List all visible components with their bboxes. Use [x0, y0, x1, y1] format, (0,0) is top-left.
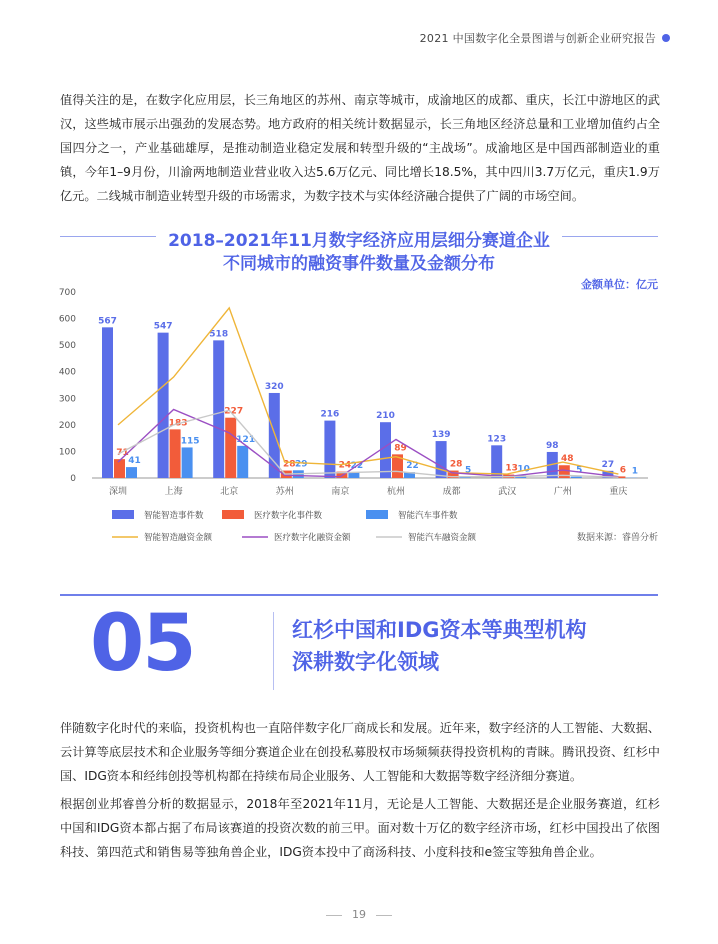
x-tick-label: 北京 [220, 487, 239, 497]
bar-line-chart [0, 280, 718, 550]
bar-value-label: 518 [209, 329, 229, 340]
bar-value-label: 121 [236, 434, 256, 445]
bar-value-label: 5 [464, 465, 472, 476]
y-tick-label: 0 [70, 474, 76, 484]
paragraph-investors: 伴随数字化时代的来临，投资机构也一直陪伴数字化厂商成长和发展。近年来，数字经济的人工智能、大数据、云计算等底层技术和企业服务等细分赛道企业在创投私募股权市场频频获得投资机构的青睐。腾讯投资、红杉中国、IDG资本和经纬创投等机构都在持续布局企业服务、人工智能和大数据等数字经济细分赛道。 [60, 721, 660, 783]
bar-value-label: 41 [128, 456, 141, 467]
bar-auto-count [571, 477, 582, 478]
legend-label: 医疗数字化事件数 [254, 511, 323, 521]
paragraph-data: 根据创业邦睿兽分析的数据显示，2018年至2021年11月，无论是人工智能、大数据还是企业服务赛道，红杉中国和IDG资本都占据了布局该赛道的投资次数的前三甲。面对数十万亿的数字经济市场，红杉中国投出了依图科技、第四范式和销售易等独角兽企业，IDG资本投中了商汤科技、小度科技和e签宝等独角兽企业。 [60, 797, 660, 859]
bar-medical-count [114, 459, 125, 478]
bar-smart-mfg-count [380, 422, 391, 478]
y-tick-label: 600 [58, 314, 76, 325]
bar-value-label: 6 [619, 465, 627, 476]
bar-value-label: 71 [116, 448, 129, 459]
chart-title-line2: 不同城市的融资事件数量及金额分布 [223, 254, 495, 274]
section-title-line1: 红杉中国和IDG资本等典型机构 [292, 618, 587, 642]
bar-value-label: 13 [505, 463, 518, 474]
section-title-line2: 深耕数字化领域 [292, 650, 439, 674]
bar-value-label: 48 [561, 454, 574, 465]
bar-auto-count [237, 446, 248, 478]
bar-smart-mfg-count [324, 421, 335, 478]
x-tick-label: 苏州 [275, 487, 294, 497]
x-tick-label: 广州 [553, 487, 572, 497]
bar-value-label: 227 [224, 406, 244, 417]
bar-value-label: 28 [283, 459, 296, 470]
x-tick-label: 杭州 [386, 487, 406, 497]
x-tick-label: 重庆 [609, 487, 628, 497]
bar-value-label: 139 [431, 430, 451, 441]
bar-value-label: 1 [631, 466, 639, 477]
y-tick-label: 300 [58, 394, 76, 405]
legend-swatch [222, 510, 244, 519]
bar-auto-count [182, 447, 193, 478]
section-divider [273, 612, 274, 690]
bar-value-label: 22 [406, 461, 419, 472]
bar-value-label: 5 [576, 465, 583, 476]
bar-smart-mfg-count [213, 340, 224, 478]
x-tick-label: 成都 [442, 487, 461, 497]
x-tick-label: 南京 [331, 487, 350, 497]
y-tick-label: 400 [58, 367, 76, 378]
bar-value-label: 27 [601, 459, 615, 470]
bar-value-label: 183 [168, 418, 188, 429]
x-tick-label: 深圳 [108, 487, 128, 497]
section-title [292, 614, 586, 678]
chart-source: 数据来源：睿兽分析 [576, 533, 658, 543]
legend-label: 智能智造融资金额 [144, 533, 213, 543]
bar-smart-mfg-count [436, 441, 447, 478]
legend-swatch [112, 510, 134, 519]
bar-auto-count [126, 467, 137, 478]
bar-smart-mfg-count [158, 333, 169, 478]
bar-value-label: 89 [394, 443, 407, 454]
bar-value-label: 28 [449, 459, 463, 470]
bar-value-label: 123 [487, 434, 507, 445]
page-number: 19 [0, 908, 718, 921]
bar-value-label: 567 [98, 316, 117, 327]
legend-label: 智能汽车事件数 [398, 511, 458, 521]
legend-label: 智能汽车融资金额 [408, 533, 477, 543]
chart-unit-label: 金额单位：亿元 [581, 278, 658, 291]
legend-swatch [366, 510, 388, 519]
paragraph-intro: 值得关注的是，在数字化应用层，长三角地区的苏州、南京等城市，成渝地区的成都、重庆，长江中游地区的武汉，这些城市展示出强劲的发展态势。地方政府的相关统计数据显示，长三角地区经济总量和工业增加值约占全国四分之一，产业基础雄厚，是推动制造业稳定发展和转型升级的“主战场”。成渝地区是中国西部制造业的重镇，今年1–9月份，川渝两地制造业营业收入达5.6万亿元、同比增长18.5%，其中四川3.7万亿元，重庆1.9万亿元。二线城市制造业转型升级的市场需求，为数字技术与实体经济融合提供了广阔的市场空间。 [60, 93, 660, 203]
x-tick-label: 上海 [164, 487, 183, 497]
chart-title-line1: 2018–2021年11月数字经济应用层细分赛道企业 [168, 231, 550, 251]
bar-value-label: 22 [350, 461, 364, 472]
bar-value-label: 24 [338, 460, 352, 471]
y-tick-label: 500 [58, 341, 76, 352]
line-series-0 [118, 308, 618, 474]
y-tick-label: 200 [58, 420, 76, 431]
bar-value-label: 216 [320, 409, 340, 420]
section-number: 05 [90, 599, 195, 689]
bar-medical-count [170, 429, 181, 478]
bar-value-label: 547 [153, 321, 173, 332]
bar-value-label: 29 [295, 459, 308, 470]
report-header-title: 2021 中国数字化全景图谱与创新企业研究报告 [419, 32, 656, 45]
y-tick-label: 700 [58, 288, 76, 298]
bar-medical-count [225, 418, 236, 478]
bar-value-label: 320 [264, 381, 284, 392]
bar-value-label: 98 [546, 440, 559, 451]
header-dot-icon [662, 34, 670, 42]
legend-label: 医疗数字化融资金额 [274, 533, 351, 543]
bar-smart-mfg-count [102, 327, 113, 478]
bar-value-label: 10 [517, 464, 530, 475]
bar-value-label: 210 [376, 411, 395, 422]
legend-label: 智能智造事件数 [144, 511, 204, 521]
bar-value-label: 115 [180, 436, 200, 447]
x-tick-label: 武汉 [498, 487, 517, 497]
y-tick-label: 100 [58, 447, 76, 458]
